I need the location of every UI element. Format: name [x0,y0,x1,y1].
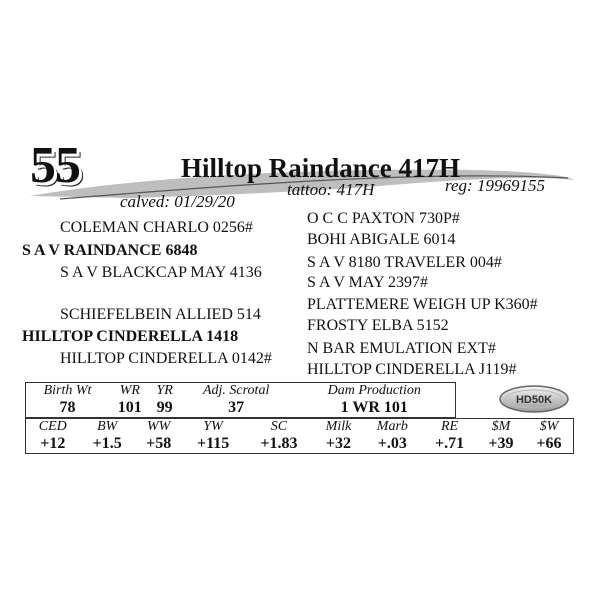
epd-header: $W [539,419,559,434]
epd-value: +.03 [377,435,407,452]
epd-value: +1.5 [92,435,122,452]
lot-number: 55 [30,137,80,194]
pedigree-dam-sire: SCHIEFELBEIN ALLIED 514 [60,306,261,323]
epd-header: $M [491,419,511,434]
epd-header: SC [270,419,288,434]
epd-header: CED [38,419,67,434]
epd-value-row [26,435,574,454]
epd-header-row [26,419,574,436]
epd-value: +.71 [434,435,465,452]
pedigree-right-line: N BAR EMULATION EXT# [307,340,496,357]
performance-value-row [26,399,456,418]
pedigree-right-line: S A V MAY 2397# [307,274,428,291]
logo-text: HD50K [515,394,553,406]
epd-value: +66 [536,435,562,452]
epd-header: BW [97,419,118,434]
performance-value: 101 [117,399,142,416]
performance-value: 78 [59,399,76,416]
performance-header: YR [156,383,173,398]
pedigree-sire: S A V RAINDANCE 6848 [22,242,198,259]
pedigree-right-line: FROSTY ELBA 5152 [307,317,449,334]
epd-header: Marb [376,419,408,434]
performance-header: WR [119,383,140,398]
pedigree-right-line: BOHI ABIGALE 6014 [307,231,456,248]
pedigree-right-line: S A V 8180 TRAVELER 004# [307,254,502,271]
performance-table [25,382,456,418]
calved-date: calved: 01/29/20 [120,192,235,211]
performance-header-row [26,383,456,400]
epd-value: +32 [325,435,352,452]
epd-value: +58 [146,435,172,452]
pedigree-right-line: O C C PAXTON 730P# [307,210,460,227]
epd-header: Milk [325,419,352,434]
performance-value: 1 WR 101 [340,399,408,416]
performance-header: Dam Production [327,383,421,398]
registration-number: reg: 19969155 [445,176,545,195]
hd50k-logo [498,384,570,414]
animal-name: Hilltop Raindance 417H [181,153,461,183]
performance-header: Adj. Scrotal [202,383,270,398]
epd-header: YW [203,419,223,434]
pedigree-right-line: HILLTOP CINDERELLA J119# [307,361,517,378]
epd-value: +12 [40,435,66,452]
epd-header: WW [147,419,171,434]
epd-value: +1.83 [260,435,298,452]
performance-value: 99 [156,399,173,416]
epd-value: +39 [488,435,514,452]
pedigree-right-line: PLATTEMERE WEIGH UP K360# [307,296,538,313]
performance-value: 37 [228,399,245,416]
epd-table [25,418,574,454]
performance-header: Birth Wt [43,383,92,398]
epd-value: +115 [196,435,230,452]
pedigree-dam-dam: HILLTOP CINDERELLA 0142# [60,350,272,367]
epd-header: RE [440,419,459,434]
pedigree-sire-sire: COLEMAN CHARLO 0256# [60,219,253,236]
pedigree-dam: HILLTOP CINDERELLA 1418 [22,328,239,345]
tattoo: tattoo: 417H [287,180,375,199]
pedigree-sire-dam: S A V BLACKCAP MAY 4136 [60,264,262,281]
